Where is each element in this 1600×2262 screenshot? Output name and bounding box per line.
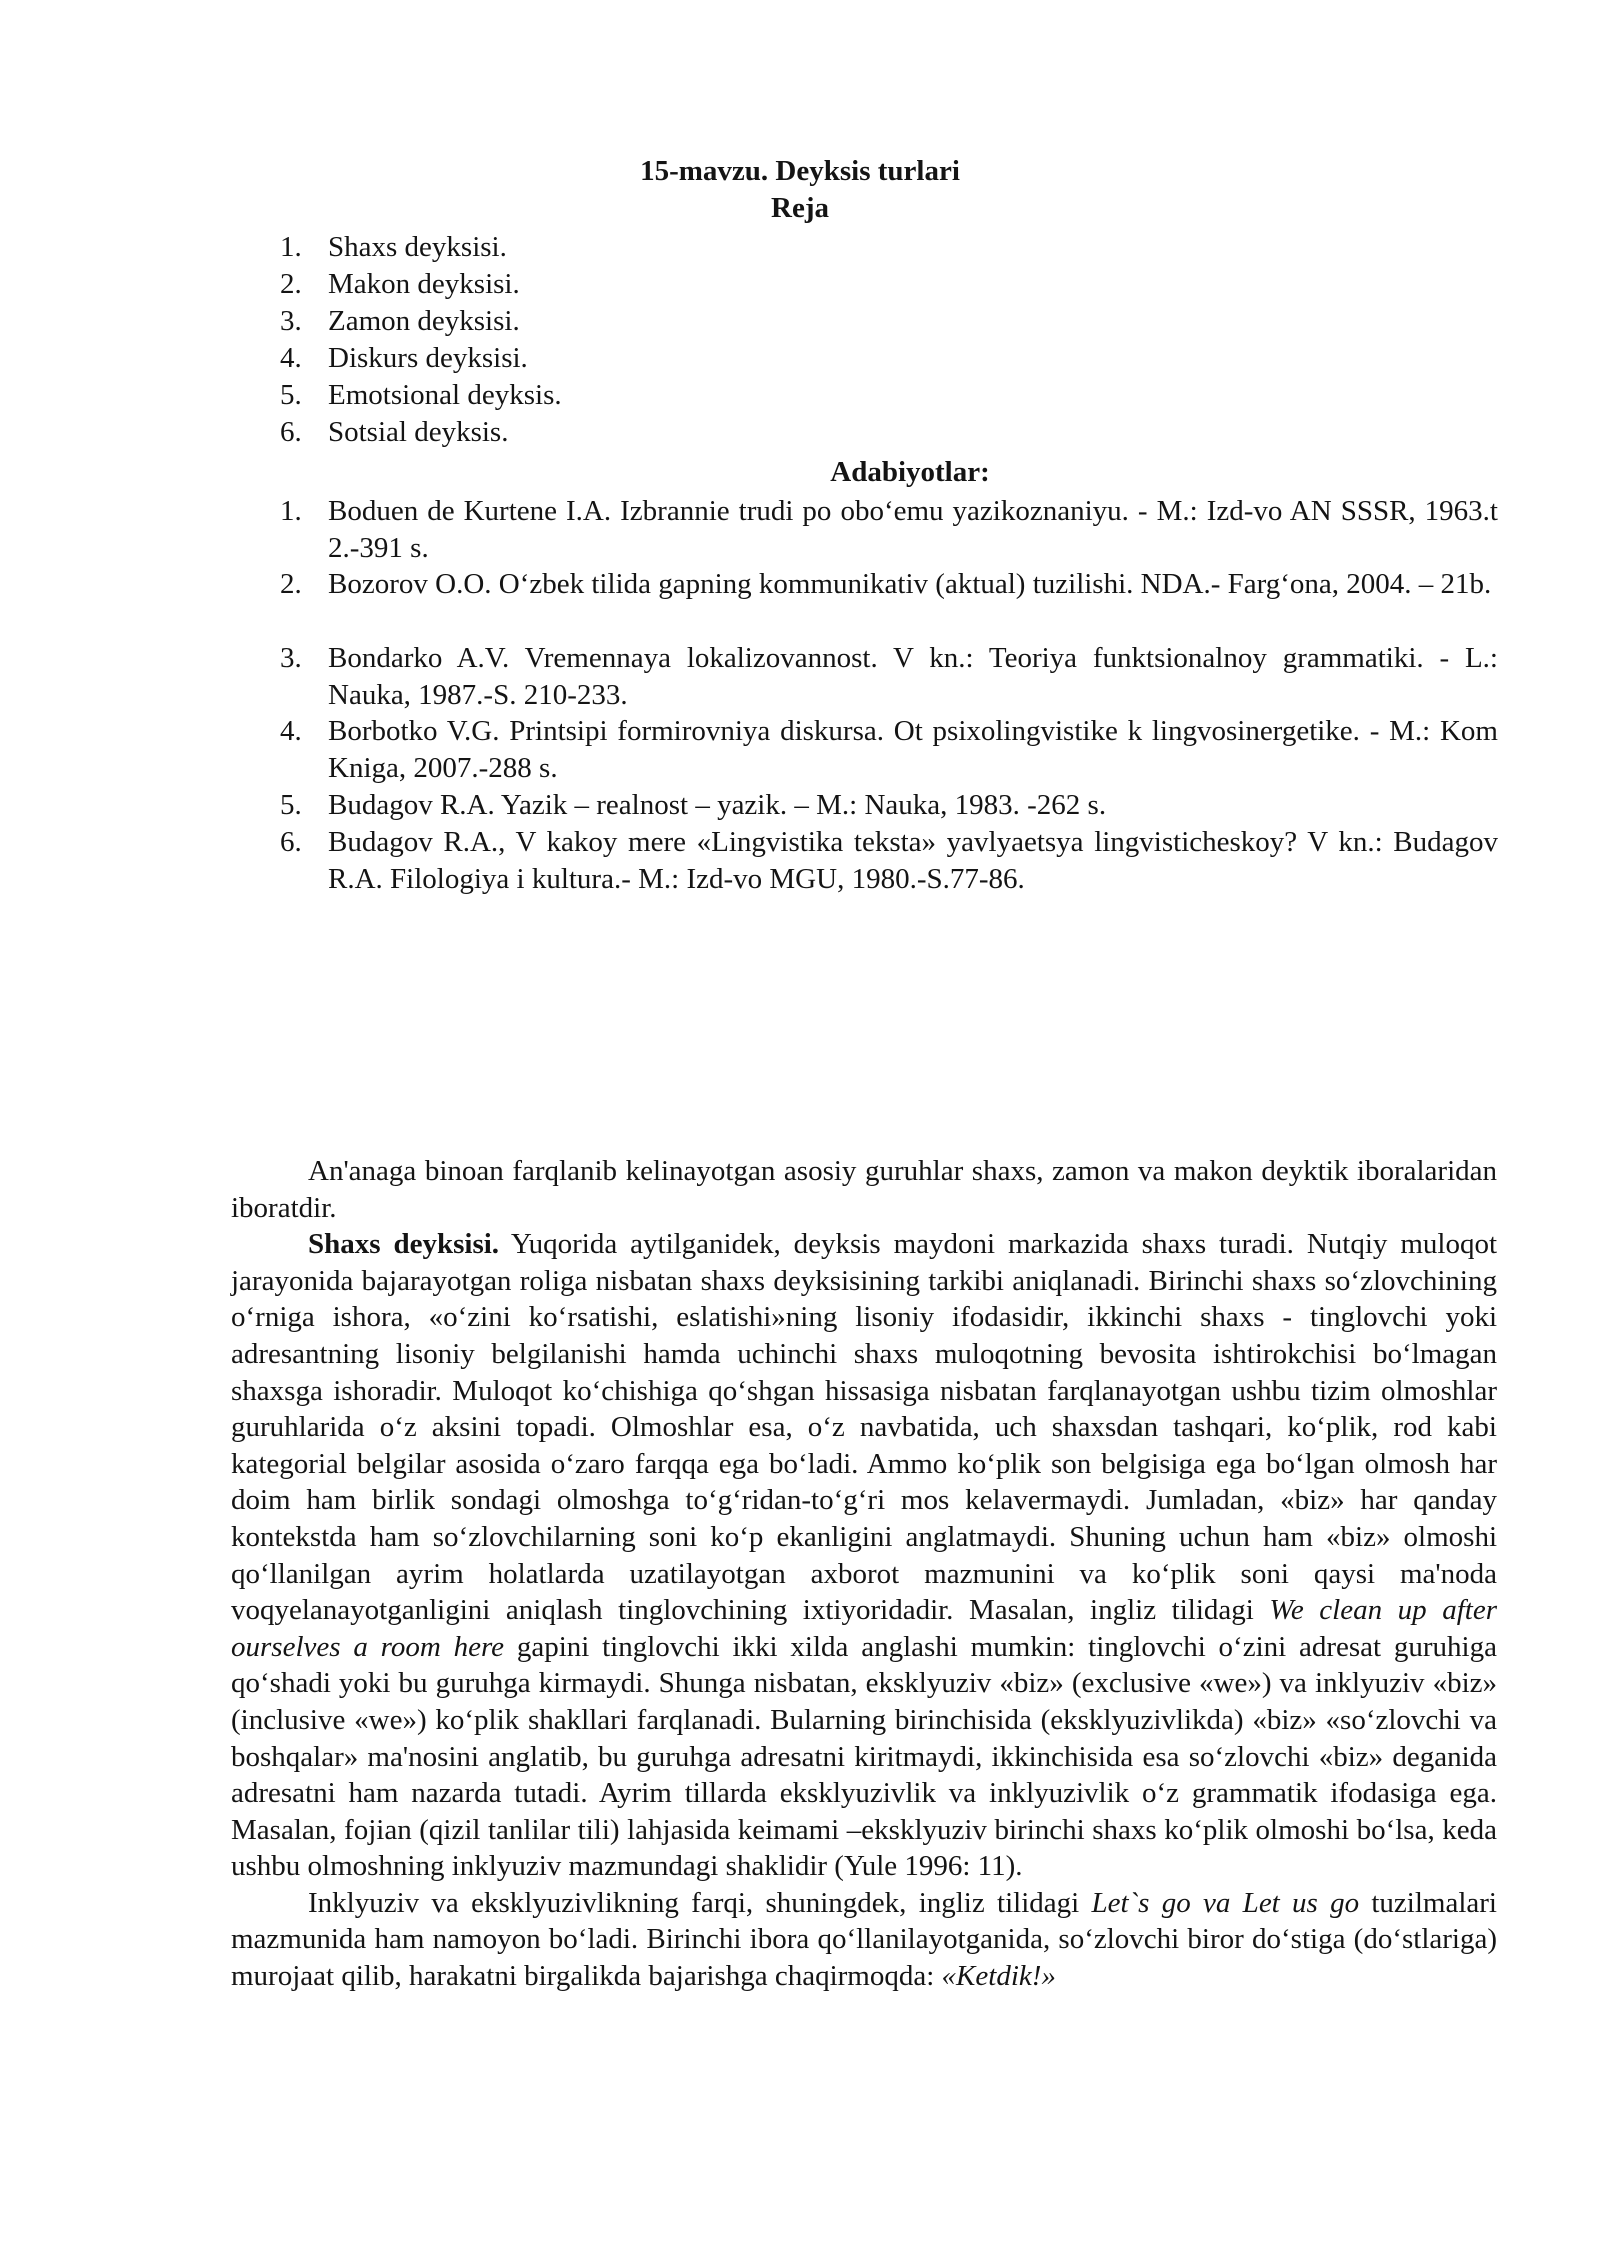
body-text	[231, 1153, 1497, 1995]
paragraph-person-deixis: Shaxs deyksisi. Yuqorida aytilganidek, deyksis maydoni markazida shaxs turadi. Nutqiy muloqot jarayonida bajarayotgan roliga nisbatan shaxs deyksisining tarkibi aniqlanadi. Birinchi shaxs so‘zlovchining o‘rniga ishora, «o‘zini ko‘rsatishi, eslatishi»ning lisoniy ifodasidir, ikkinchi shaxs - tinglovchi yoki adresantning lisoniy belgilanishi hamda uchinchi shaxs muloqotning bevosita ishtirokchisi bo‘lmagan shaxsga ishoradir. Muloqot ko‘chishiga qo‘shgan hissasiga nisbatan farqlanayotgan ushbu tizim olmoshlar guruhlarida o‘z aksini topadi. Olmoshlar esa, o‘z navbatida, uch shaxsdan tashqari, ko‘plik, rod kabi kategorial belgilar asosida o‘zaro farqqa ega bo‘ladi. Ammo ko‘plik son belgisiga ega bo‘lgan olmosh har doim ham birlik sondagi olmoshga to‘g‘ridan-to‘g‘ri mos kelavermaydi. Jumladan, «biz» har qanday kontekstda ham so‘zlovchilarning soni ko‘p ekanligini anglatmaydi. Shuning uchun ham «biz» olmoshi qo‘llanilgan ayrim holatlarda uzatilayotgan axborot mazmunini va ko‘plik soni qaysi ma'noda voqyelanayotganligini aniqlash tinglovchining ixtiyoridadir. Masalan, ingliz tilidagi We clean up after ourselves a room here gapini tinglovchi ikki xilda anglashi mumkin: tinglovchi o‘zini adresat guruhiga qo‘shadi yoki bu guruhga kirmaydi. Shunga nisbatan, eksklyuziv «biz» (exclusive «we») va inklyuziv «biz» (inclusive «we») ko‘plik shakllari farqlanadi. Bularning birinchisida (eksklyuzivlikda) «biz» «so‘zlovchi va boshqalar» ma'nosini anglatib, bu guruhga adresatni kiritmaydi, ikkinchisida esa so‘zlovchi «biz» deganida adresatni ham nazarda tutadi. Ayrim tillarda eksklyuzivlik va inklyuzivlik o‘z grammatik ifodasiga ega. Masalan, fojian (qizil tanlilar tili) lahjasida keimami –eksklyuziv birinchi shaxs ko‘plik olmoshi bo‘lsa, keda ushbu olmoshning inklyuziv mazmundagi shaklidir (Yule 1996: 11).	[231, 1228, 1498, 1883]
paragraph-inclusive-exclusive: Inklyuziv va eksklyuzivlikning farqi, shuningdek, ingliz tilidagi Let`s go va Let us go tuzilmalari mazmunida ham namoyon bo‘ladi. Birinchi ibora qo‘llanilayotganida, so‘zlovchi biror do‘stiga (do‘stlariga) murojaat qilib, harakatni birgalikda bajarishga chaqirmoqda: «Ketdik!»	[231, 1886, 1497, 1993]
example-phrase: Let`s go va Let us go	[1091, 1886, 1360, 1919]
document-page: 15-mavzu. Deyksis turlari Reja 1. Shaxs deyksisi. 2. Makon deyksisi. 3. Zamon deyksisi. 4. Diskurs deyksisi. 5. Emotsional deyksis. 6. Sotsial deyksis. Adabiyotlar: 1. Boduen de Kurtene I.A. Izbrannie trudi po obo‘emu yazikoznaniyu. - M.: Izd-vo AN SSSR, 1963.t 2.-391 s. 2. Bozorov O.O. O‘zbek tilida gapning kommunikativ (aktual) tuzilishi. NDA.- Farg‘ona, 2004. – 21b. 3. Bondarko A.V. Vremennaya lokalizovannost. V kn.: Teoriya funktsionalnoy grammatiki. - L.: Nauka, 1987.-S. 210-233. 4. Borbotko V.G. Printsipi formirovniya diskursa. Ot psixolingvistike k lingvosinergetike. - M.: Kom Kniga, 2007.-288 s. 5. Budagov R.A. Yazik – realnost – yazik. – M.: Nauka, 1983. -262 s. 6. Budagov R.A., V kakoy mere «Lingvistika teksta» yavlyaetsya lingvisticheskoy? V kn.: Budagov R.A. Filologiya i kultura.- M.: Izd-vo MGU, 1980.-S.77-86. An'anaga binoan farqlanib kelinayotgan asosiy guruhlar shaxs, zamon va makon deyktik iboralaridan iboratdir. Shaxs deyksisi. Yuqorida aytilganidek, deyksis maydoni markazida shaxs turadi. Nutqiy muloqot jarayonida bajarayotgan roliga nisbatan shaxs deyksisining tarkibi aniqlanadi. Birinchi shaxs so‘zlovchining o‘rniga ishora, «o‘zini ko‘rsatishi, eslatishi»ning lisoniy ifodasidir, ikkinchi shaxs - tinglovchi yoki adresantning lisoniy belgilanishi hamda uchinchi shaxs muloqotning bevosita ishtirokchisi bo‘lmagan shaxsga ishoradir. Muloqot ko‘chishiga qo‘shgan hissasiga nisbatan farqlanayotgan ushbu tizim olmoshlar guruhlarida o‘z aksini topadi. Olmoshlar esa, o‘z navbatida, uch shaxsdan tashqari, ko‘plik, rod kabi kategorial belgilar asosida o‘zaro farqqa ega bo‘ladi. Ammo ko‘plik son belgisiga ega bo‘lgan olmosh har doim ham birlik sondagi olmoshga to‘g‘ridan-to‘g‘ri mos kelavermaydi. Jumladan, «biz» har qanday kontekstda ham so‘zlovchilarning soni ko‘p ekanligini anglatmaydi. Shuning uchun ham «biz» olmoshi qo‘llanilgan ayrim holatlarda uzatilayotgan axborot mazmunini va ko‘plik soni qaysi ma'noda voqyelanayotganligini aniqlash tinglovchining ixtiyoridadir. Masalan, ingliz tilidagi We clean up after ourselves a room here gapini tinglovchi ikki xilda anglashi mumkin: tinglovchi o‘zini adresat guruhiga qo‘shadi yoki bu guruhga kirmaydi. Shunga nisbatan, eksklyuziv «biz» (exclusive «we») va inklyuziv «biz» (inclusive «we») ko‘plik shakllari farqlanadi. Bularning birinchisida (eksklyuzivlikda) «biz» «so‘zlovchi va boshqalar» ma'nosini anglatib, bu guruhga adresatni kiritmaydi, ikkinchisida esa so‘zlovchi «biz» deganida adresatni ham nazarda tutadi. Ayrim tillarda eksklyuzivlik va inklyuzivlik o‘z grammatik ifodasiga ega. Masalan, fojian (qizil tanlilar tili) lahjasida keimami –eksklyuziv birinchi shaxs ko‘plik olmoshi bo‘lsa, keda ushbu olmoshning inklyuziv mazmundagi shaklidir (Yule 1996: 11). Inklyuziv va eksklyuzivlikning farqi, shuningdek, ingliz tilidagi Let`s go va Let us go tuzilmalari mazmunida ham namoyon bo‘ladi. Birinchi ibora qo‘llanilayotganida, so‘zlovchi biror do‘stiga (do‘stlariga) murojaat qilib, harakatni birgalikda bajarishga chaqirmoqda: «Ketdik!»	[0, 0, 1600, 2262]
plan-heading: Reja	[771, 192, 829, 224]
paragraph-intro: An'anaga binoan farqlanib kelinayotgan asosiy guruhlar shaxs, zamon va makon deyktik iboralaridan iboratdir.	[231, 1155, 1497, 1224]
example-phrase: We clean up after ourselves a room here	[231, 1594, 1497, 1663]
references-heading: Adabiyotlar:	[830, 456, 990, 488]
page-title: 15-mavzu. Deyksis turlari	[640, 155, 960, 187]
example-phrase: «Ketdik!»	[941, 1960, 1056, 1993]
section-term: Shaxs deyksisi.	[308, 1228, 500, 1261]
